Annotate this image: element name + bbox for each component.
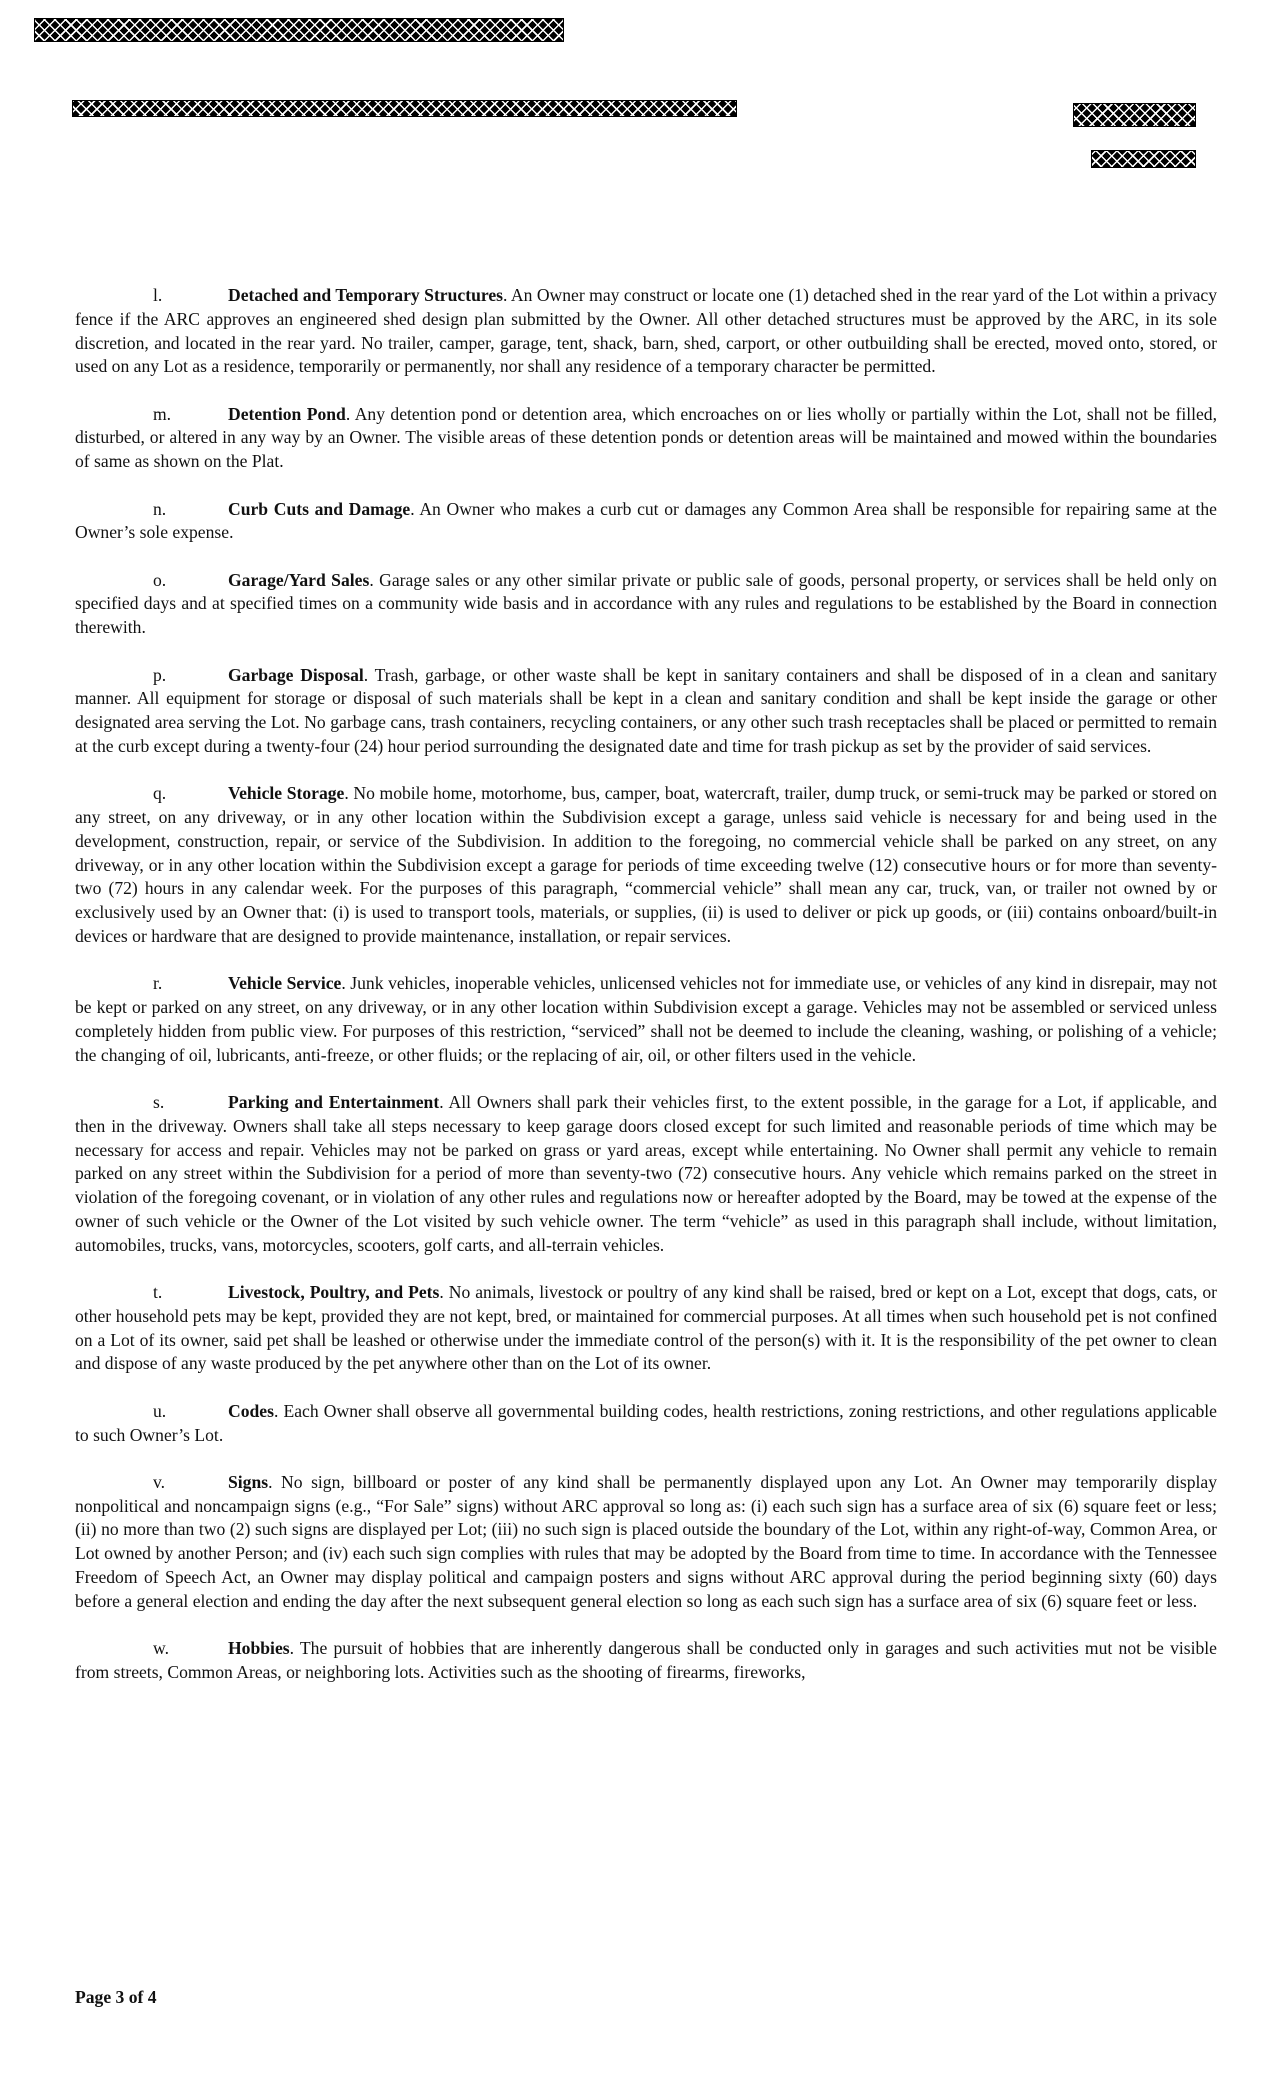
paragraph-heading: Vehicle Storage — [228, 783, 345, 804]
paragraph-text: . An Owner who makes a curb cut or damages any Common Area shall be responsible for repairing same at the Owner’s sole expense. — [75, 498, 1217, 543]
paragraph-text: . Trash, garbage, or other waste shall be kept in sanitary containers and shall be disposed of in a clean and sanitary manner. All equipment for storage or disposal of such materials shall be kept in a clean and sanitary condition and shall be kept inside the garage or other designated area serving the Lot. No garbage cans, trash containers, recycling containers, or any other such trash receptacles shall be placed or permitted to remain at the curb except during a twenty-four (24) hour period surrounding the designated date and time for trash pickup as set by the provider of said services. — [75, 664, 1217, 756]
paragraph-text: . Each Owner shall observe all governmental building codes, health restrictions, zoning restrictions, and other regulations applicable to such Owner’s Lot. — [75, 1400, 1217, 1445]
paragraph-l — [75, 284, 1217, 379]
paragraph-t — [75, 1281, 1217, 1376]
paragraph-letter: r. — [153, 973, 163, 994]
paragraph-w — [75, 1637, 1217, 1685]
paragraph-text: . The pursuit of hobbies that are inherently dangerous shall be conducted only in garages and such activities mut not be visible from streets, Common Areas, or neighboring lots. Activities such as the shooting of firearms, fireworks, — [75, 1638, 1217, 1682]
redaction-block-header-line — [72, 100, 737, 117]
paragraph-letter: n. — [153, 498, 167, 519]
paragraph-heading: Signs — [228, 1471, 269, 1492]
paragraph-v — [75, 1471, 1217, 1614]
paragraph-letter: p. — [153, 664, 167, 685]
paragraph-text: . An Owner may construct or locate one (1) detached shed in the rear yard of the Lot within a privacy fence if the ARC approves an engineered shed design plan submitted by the Owner. All other detached structures must be approved by the ARC, in its sole discretion, and located in the rear yard. No trailer, camper, garage, tent, shack, barn, shed, carport, or other outbuilding shall be erected, moved onto, stored, or used on any Lot as a residence, temporarily or permanently, nor shall any residence of a temporary character be permitted. — [75, 285, 1217, 377]
paragraph-text: . Garage sales or any other similar private or public sale of goods, personal property, or services shall be held only on specified days and at specified times on a community wide basis and in accordance with any rules and regulations to be established by the Board in connection therewith. — [75, 569, 1217, 638]
paragraph-text: . No mobile home, motorhome, bus, camper, boat, watercraft, trailer, dump truck, or semi-truck may be parked or stored on any street, on any driveway, or in any other location within the Subdivision except a garage, unless said vehicle is necessary for and being used in the development, construction, repair, or service of the Subdivision. In addition to the foregoing, no commercial vehicle shall be parked on any street, on any driveway, or in any other location within the Subdivision except a garage for periods of time exceeding twelve (12) consecutive hours or for more than seventy-two (72) hours in any calendar week. For the purposes of this paragraph, “commercial vehicle” shall mean any car, truck, van, or trailer not owned by or exclusively used by an Owner that: (i) is used to transport tools, materials, or supplies, (ii) is used to deliver or pick up goods, or (iii) contains onboard/built-in devices or hardware that are designed to provide maintenance, installation, or repair services. — [75, 783, 1217, 947]
paragraph-text: . No animals, livestock or poultry of any kind shall be raised, bred or kept on a Lot, except that dogs, cats, or other household pets may be kept, provided they are not kept, bred, or maintained for commercial purposes. At all times when such household pet is not confined on a Lot of its owner, said pet shall be leashed or otherwise under the immediate control of the person(s) with it. It is the responsibility of the pet owner to clean and dispose of any waste produced by the pet anywhere other than on the Lot of its owner. — [75, 1282, 1218, 1374]
paragraph-heading: Parking and Entertainment — [228, 1092, 440, 1113]
redaction-block-header-right — [1073, 103, 1196, 127]
paragraph-heading: Codes — [228, 1400, 274, 1421]
paragraph-r — [75, 972, 1217, 1067]
redaction-block-header-top — [34, 18, 564, 42]
paragraph-text: . Junk vehicles, inoperable vehicles, unlicensed vehicles not for immediate use, or vehicles of any kind in disrepair, may not be kept or parked on any street, on any driveway, or in any other location within Subdivision except a garage. Vehicles may not be assembled or serviced unless completely hidden from public view. For purposes of this restriction, “serviced” shall not be deemed to include the cleaning, washing, or polishing of a vehicle; the changing of oil, lubricants, anti-freeze, or other fluids; or the replacing of air, oil, or other filters used in the vehicle. — [75, 973, 1218, 1065]
paragraph-letter: s. — [153, 1092, 165, 1113]
paragraph-s — [75, 1091, 1217, 1258]
paragraph-text: . Any detention pond or detention area, which encroaches on or lies wholly or partially within the Lot, shall not be filled, disturbed, or altered in any way by an Owner. The visible areas of these detention ponds or detention areas will be maintained and mowed within the boundaries of same as shown on the Plat. — [75, 403, 1217, 472]
paragraph-heading: Garage/Yard Sales — [228, 569, 370, 590]
paragraph-letter: m. — [153, 403, 172, 424]
paragraph-letter: t. — [153, 1282, 163, 1303]
paragraph-heading: Livestock, Poultry, and Pets — [228, 1282, 440, 1303]
paragraph-heading: Hobbies — [228, 1638, 290, 1659]
paragraph-heading: Detached and Temporary Structures — [228, 285, 503, 305]
paragraph-letter: u. — [153, 1400, 167, 1421]
redaction-block-header-right-small — [1091, 150, 1196, 168]
paragraph-heading: Garbage Disposal — [228, 664, 364, 685]
paragraph-p — [75, 664, 1217, 759]
paragraph-q — [75, 782, 1217, 949]
paragraph-letter: v. — [153, 1471, 166, 1492]
paragraph-letter: w. — [153, 1638, 169, 1659]
paragraph-n — [75, 498, 1217, 546]
paragraph-heading: Detention Pond — [228, 403, 346, 424]
page-number: Page 3 of 4 — [75, 1987, 157, 2007]
paragraph-heading: Vehicle Service — [228, 973, 342, 994]
paragraph-o — [75, 569, 1217, 640]
paragraph-m — [75, 403, 1217, 474]
paragraph-letter: q. — [153, 783, 167, 804]
paragraph-heading: Curb Cuts and Damage — [228, 498, 411, 519]
document-body — [75, 284, 1217, 1708]
paragraph-text: . No sign, billboard or poster of any kind shall be permanently displayed upon any Lot. An Owner may temporarily display nonpolitical and noncampaign signs (e.g., “For Sale” signs) without ARC approval so long as: (i) each such sign has a surface area of six (6) square feet or less; (ii) no more than two (2) such signs are displayed per Lot; (iii) no such sign is placed outside the boundary of the Lot, within any right-of-way, Common Area, or Lot owned by another Person; and (iv) each such sign complies with rules that may be adopted by the Board from time to time. In accordance with the Tennessee Freedom of Speech Act, an Owner may display political and campaign posters and signs without ARC approval during the period beginning sixty (60) days before a general election and ending the day after the next subsequent general election so long as each such sign has a surface area of six (6) square feet or less. — [75, 1471, 1217, 1611]
paragraph-u — [75, 1400, 1217, 1448]
paragraph-letter: o. — [153, 569, 167, 590]
paragraph-letter: l. — [153, 285, 163, 305]
paragraph-text: . All Owners shall park their vehicles first, to the extent possible, in the garage for a Lot, if applicable, and then in the driveway. Owners shall take all steps necessary to keep garage doors closed except for such limited and reasonable periods of time which may be necessary for access and repair. Vehicles may not be parked on grass or yard areas, except while entertaining. No Owner shall permit any vehicle to remain parked on any street within the Subdivision for a period of more than seventy-two (72) consecutive hours. Any vehicle which remains parked on the street in violation of the foregoing covenant, or in violation of any other rules and regulations now or hereafter adopted by the Board, may be towed at the expense of the owner of such vehicle or the Owner of the Lot visited by such vehicle owner. The term “vehicle” as used in this paragraph shall include, without limitation, automobiles, trucks, vans, motorcycles, scooters, golf carts, and all-terrain vehicles. — [75, 1092, 1217, 1255]
